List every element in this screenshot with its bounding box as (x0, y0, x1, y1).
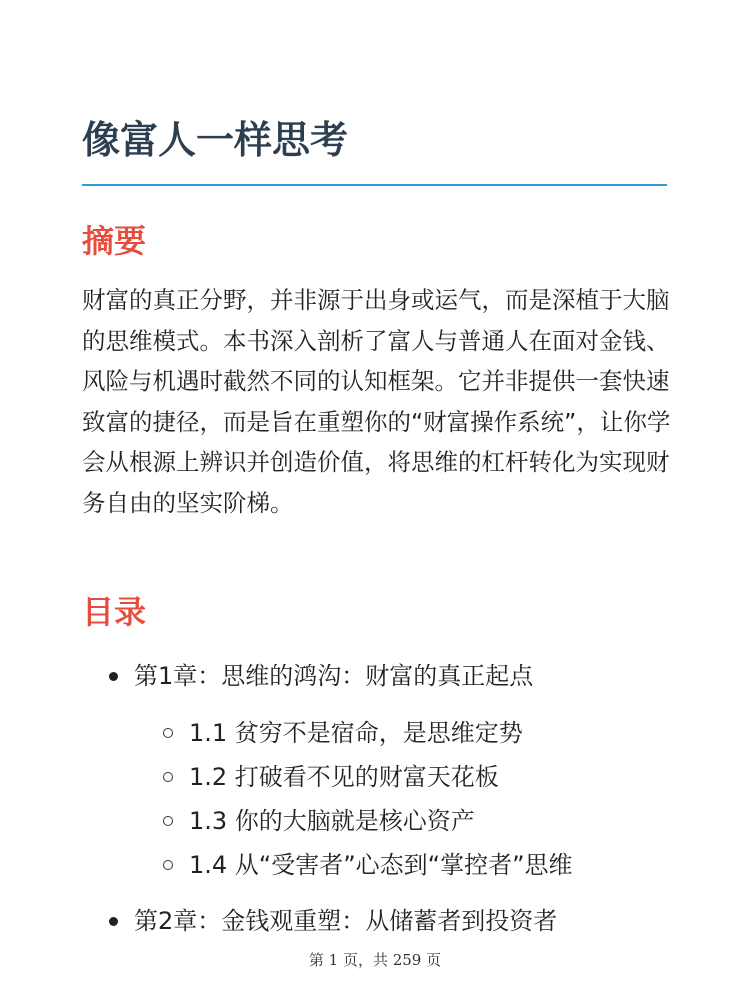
toc-section-label: 1.2 打破看不见的财富天花板 (189, 763, 499, 791)
toc-section-1-1[interactable] (189, 717, 523, 749)
circle-bullet-icon (163, 772, 173, 782)
abstract-heading: 摘要 (82, 222, 147, 260)
bullet-icon (109, 917, 118, 926)
toc-section-label: 1.3 你的大脑就是核心资产 (189, 807, 475, 835)
book-title: 像富人一样思考 (82, 118, 349, 162)
bullet-icon (109, 672, 118, 681)
title-divider (82, 184, 667, 186)
page-number-footer: 第 1 页，共 259 页 (308, 951, 442, 969)
toc-chapter-label: 第2章：金钱观重塑：从储蓄者到投资者 (134, 907, 558, 935)
toc-chapter-label: 第1章：思维的鸿沟：财富的真正起点 (134, 662, 534, 690)
toc-heading: 目录 (82, 593, 147, 631)
toc-section-1-3[interactable] (189, 805, 475, 837)
toc-section-1-2[interactable] (189, 761, 499, 793)
abstract-body: 财富的真正分野，并非源于出身或运气，而是深植于大脑的思维模式。本书深入剖析了富人与普通人在面对金钱、风险与机遇时截然不同的认知框架。它并非提供一套快速致富的捷径，而是旨在重塑你的“财富操作系统”，让你学会从根源上辨识并创造价值，将思维的杠杆转化为实现财务自由的坚实阶梯。 (82, 286, 671, 517)
toc-section-label: 1.1 贫穷不是宿命，是思维定势 (189, 719, 523, 747)
toc-chapter-1[interactable] (134, 660, 533, 692)
circle-bullet-icon (163, 728, 173, 738)
circle-bullet-icon (163, 860, 173, 870)
circle-bullet-icon (163, 816, 173, 826)
toc-section-label: 1.4 从“受害者”心态到“掌控者”思维 (189, 851, 573, 879)
toc-chapter-2[interactable] (134, 905, 557, 937)
toc-section-1-4[interactable] (189, 849, 573, 881)
